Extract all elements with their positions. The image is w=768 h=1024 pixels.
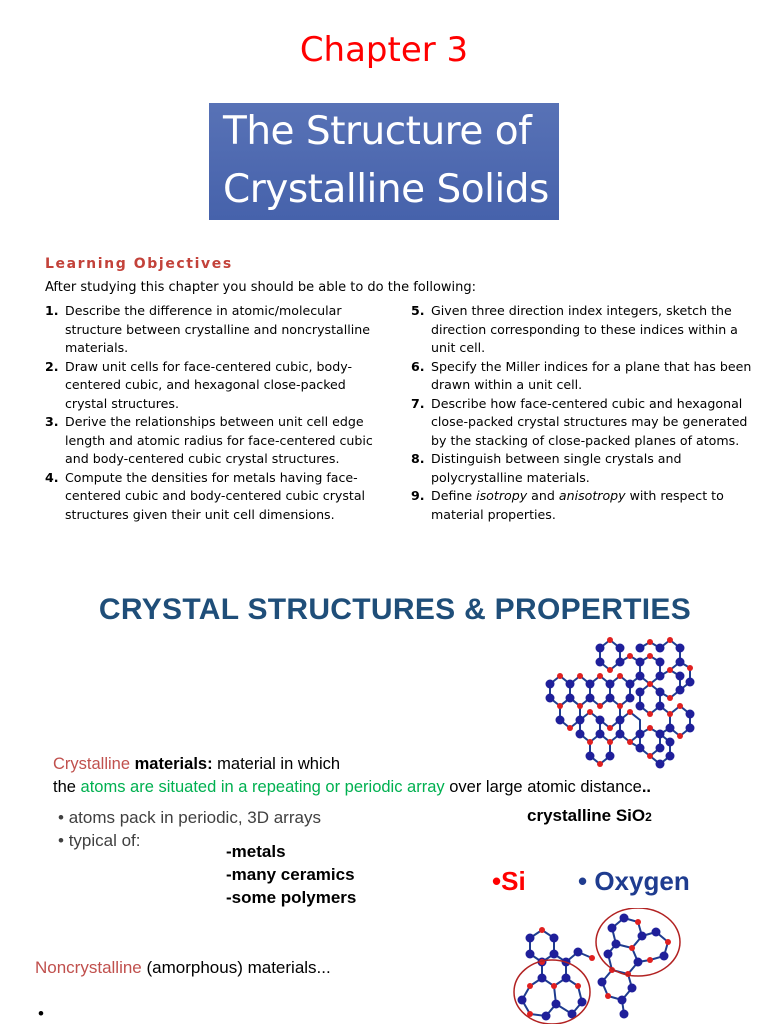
objective-item: 5. Given three direction index integers, sketch the direction corresponding to these indices within a unit cell. (411, 303, 738, 355)
learning-objectives-intro: After studying this chapter you should be able to do the following: (45, 280, 477, 295)
empty-bullet: • (38, 1004, 44, 1023)
objectives-left-column (45, 302, 390, 524)
section-title: CRYSTAL STRUCTURES & PROPERTIES (98, 593, 692, 626)
noncrystalline-term: Noncrystalline (35, 958, 142, 977)
sio2-ring-diagram (512, 908, 692, 1024)
example-polymers: -some polymers (226, 888, 357, 907)
banner-line-2: Crystalline Solids (223, 167, 549, 212)
objectives-right-column (411, 302, 756, 524)
crystalline-highlight: atoms are situated in a repeating or periodic array (80, 778, 445, 796)
bullet-atoms-pack: • atoms pack in periodic, 3D arrays (58, 808, 321, 827)
objective-item: 1. Describe the difference in atomic/molecular structure between crystalline and noncrystalline materials. (45, 303, 370, 355)
objective-item: 7. Describe how face-centered cubic and hexagonal close-packed crystal structures may be generated by the stacking of close-packed planes of atoms. (411, 395, 748, 448)
legend-si: •Si (492, 866, 526, 896)
learning-objectives-heading: Learning Objectives (45, 256, 233, 272)
objective-item: 3. Derive the relationships between unit cell edge length and atomic radius for face-centered cubic and body-centered cubic crystal structures. (45, 414, 373, 466)
objective-item: 9. Define isotropy and anisotropy with respect to material properties. (411, 488, 724, 522)
crystalline-sio2-diagram (540, 636, 760, 771)
objective-item: 6. Specify the Miller indices for a plane that has been drawn within a unit cell. (411, 358, 752, 392)
noncrystalline-line: Noncrystalline (amorphous) materials... (35, 958, 331, 977)
title-banner (209, 103, 559, 220)
bullet-typical-of: • typical of: (58, 831, 141, 850)
objective-item: 8. Distinguish between single crystals and polycrystalline materials. (411, 451, 682, 485)
crystalline-definition: Crystalline materials: material in which the atoms are situated in a repeating or periodic array over large atomic distance.. (53, 755, 652, 796)
example-ceramics: -many ceramics (226, 865, 355, 884)
example-metals: -metals (226, 842, 286, 861)
legend-oxygen: • Oxygen (578, 866, 690, 896)
chapter-title: Chapter 3 (299, 30, 469, 70)
material-examples (226, 840, 356, 909)
banner-line-1: The Structure of (223, 109, 532, 154)
objective-item: 2. Draw unit cells for face-centered cubic, body-centered cubic, and hexagonal close-packed crystal structures. (45, 358, 353, 411)
objective-item: 4. Compute the densities for metals having face-centered cubic and body-centered cubic crystal structures given their unit cell dimensions. (45, 469, 366, 522)
crystalline-term: Crystalline (53, 755, 131, 773)
sio2-caption: crystalline SiO2 (527, 806, 652, 825)
